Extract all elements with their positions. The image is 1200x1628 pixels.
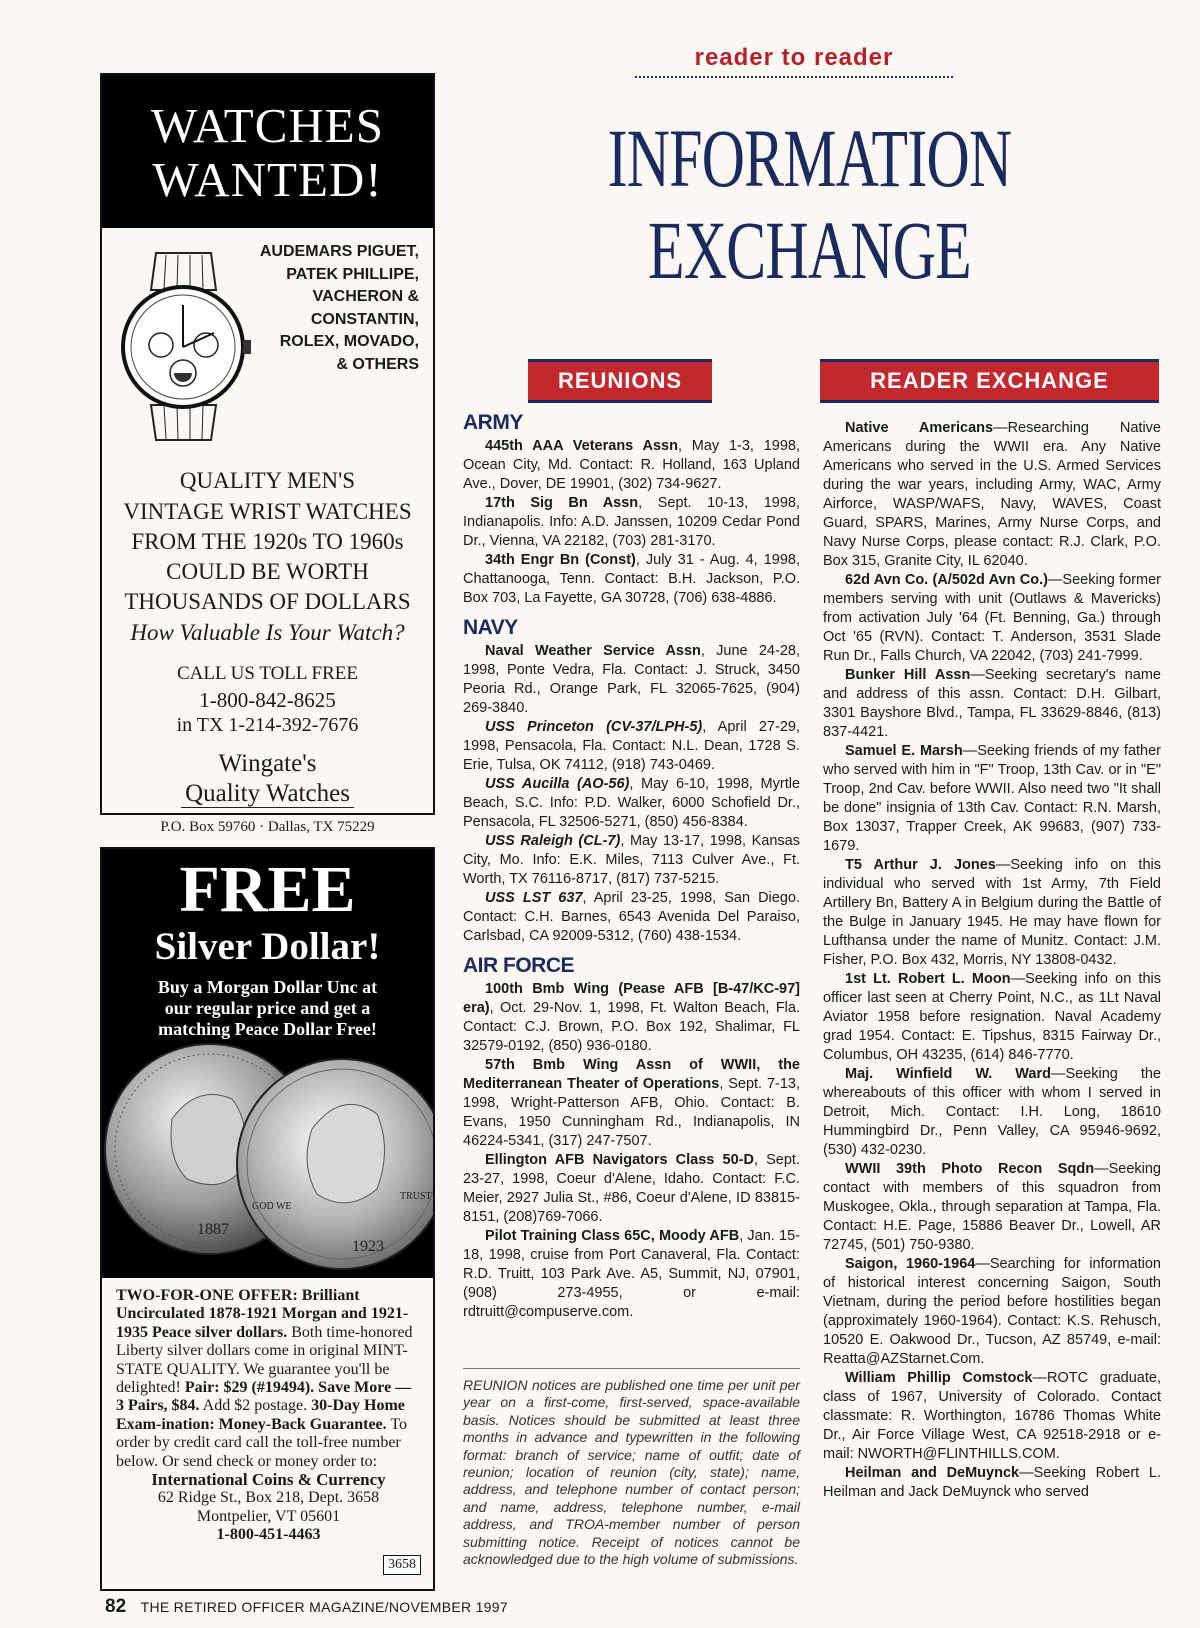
ad-body-line: QUALITY MEN'S: [179, 468, 356, 493]
reunions-banner: REUNIONS: [528, 359, 712, 403]
section-kicker: reader to reader: [635, 44, 953, 78]
coin-date-left: 1887: [197, 1221, 229, 1238]
order-text: To order by credit card call the toll-free number below. Or send check or money order to:: [116, 1415, 408, 1470]
watches-headline: [102, 75, 433, 228]
exchange-entry: 62d Avn Co. (A/502d Avn Co.)—Seeking former members serving with unit (Outlaws & Mavericks) from activation July '64 (Ft. Benning, Ga.) through Oct '65 (RVN). Contact: T. Anderson, 3531 Slade Run Dr., Falls Church, VA 22042, (703) 241-7999.: [823, 572, 1161, 664]
exchange-entry: Bunker Hill Assn—Seeking secretary's name and address of this assn. Contact: D.H. Gilbart, 3301 Bayshore Blvd., Tampa, FL 33629-8846, (813) 837-4421.: [823, 667, 1161, 740]
reunion-entry: 34th Engr Bn (Const), July 31 - Aug. 4, 1998, Chattanooga, Tenn. Contact: B.H. Jackson, P.O. Box 703, La Fayette, GA 30728, (706) 638-4886.: [463, 552, 800, 606]
dept-code-box: 3658: [383, 1555, 421, 1575]
reunion-entry: Naval Weather Service Assn, June 24-28, 1998, Ponte Vedra, Fla. Contact: J. Struck, 3450 Peoria Rd., Orange Park, FL 32065-7625, (904) 269-3840.: [463, 643, 800, 716]
reunion-entry: 445th AAA Veterans Assn, May 1-3, 1998, Ocean City, Md. Contact: R. Holland, 163 Upland Ave., Dover, DE 19901, (302) 734-9627.: [463, 438, 800, 492]
brand-line: & OTHERS: [336, 355, 419, 373]
coin-address-1: 62 Ridge St., Box 218, Dept. 3658: [157, 1489, 380, 1507]
reunions-column: [463, 411, 800, 1322]
call-toll-free: CALL US TOLL FREE: [176, 663, 359, 684]
reunion-entry: USS Raleigh (CL-7), May 13-17, 1998, Kansas City, Mo. Info: E.K. Miles, 7113 Culver Ave., Ft. Worth, TX 76116-8717, (817) 737-5215.: [463, 833, 800, 887]
reunion-entry: USS Princeton (CV-37/LPH-5), April 27-29, 1998, Pensacola, Fla. Contact: N.L. Dean, 1728 S. Erie, Tulsa, OK 74112, (918) 743-0469.: [463, 719, 800, 773]
ad-body-line: THOUSANDS OF DOLLARS: [124, 589, 411, 614]
guarantee-text: 30-Day Home Exam-ination: Money-Back Guarantee.: [116, 1397, 405, 1433]
offer-bold: TWO-FOR-ONE OFFER: Brilliant Uncirculated 1878-1921 Morgan and 1921-1935 Peace silver dollars.: [116, 1287, 409, 1341]
coin-address-2: Montpelier, VT 05601: [196, 1507, 341, 1525]
watch-brands-list: [219, 241, 419, 376]
exchange-entry: Heilman and DeMuynck—Seeking Robert L. Heilman and Jack DeMuynck who served: [823, 1465, 1161, 1500]
headline-line-2: WANTED!: [152, 152, 383, 207]
watches-wanted-ad: [100, 73, 435, 835]
ad-address: P.O. Box 59760 · Dallas, TX 75229: [160, 819, 375, 835]
publication-line: THE RETIRED OFFICER MAGAZINE/NOVEMBER 1997: [140, 1599, 508, 1615]
ad-company-line: [102, 780, 433, 808]
page-footer: [105, 1596, 508, 1618]
coin-company: International Coins & Currency: [151, 1470, 386, 1490]
brand-line: CONSTANTIN,: [310, 310, 419, 328]
ad-body-line: FROM THE 1920s TO 1960s: [131, 529, 404, 554]
reunion-entry: 17th Sig Bn Assn, Sept. 10-13, 1998, Indianapolis. Info: A.D. Janssen, 10209 Cedar Pond Dr., Vienna, VA 22182, (703) 281-3170.: [463, 495, 800, 549]
exchange-entry: Native Americans—Researching Native Americans during the WWII era. Any Native Americans who served in the U.S. Armed Services during the war years, including Army, WAC, Army Airforce, WASP/WAFS, Navy, WAVES, Coast Guard, SPARS, Marines, Army Nurse Corps, and Navy Nurse Corps, please contact: R.J. Clark, P.O. Box 315, Granite City, IL 62040.: [823, 420, 1161, 569]
reunion-notice: REUNION notices are published one time per unit per year on a first-come, first-served, space-available basis. Notices should be submitted at least three months in advance and typewritten in the following format: branch of service; name of outfit; date of reunion; location of reunion (city, state); name, address, and telephone number of contact person; and name, address, telephone number, e-mail address, and TROA-member number of person submitting notice. Receipt of notices cannot be acknowledged due to the high volume of submissions.: [463, 1368, 800, 1568]
ad-company-line: Wingate's: [218, 750, 317, 777]
coin-date-right: 1923: [352, 1238, 384, 1255]
section-heading-army: ARMY: [463, 411, 523, 434]
silver-dollar-subhead: Silver Dollar!: [154, 925, 381, 968]
brand-line: PATEK PHILLIPE,: [286, 265, 419, 283]
ad-company-name: Quality Watches: [181, 780, 354, 808]
reunion-entry: Pilot Training Class 65C, Moody AFB, Jan. 15-18, 1998, cruise from Port Canaveral, Fla. Contact: R.D. Truitt, 103 Park Ave. A5, Summit, NJ, 07901, (908) 273-4955, or e-mail: rdtruitt@compuserve.com.: [463, 1228, 801, 1320]
offer-line: our regular price and get a: [164, 998, 371, 1018]
silver-ad-header: [102, 849, 433, 1278]
ad-tx-phone: in TX 1-214-392-7676: [176, 714, 359, 736]
postage-text: Add $2 postage.: [202, 1397, 308, 1415]
coin-motto: GOD WE: [252, 1201, 292, 1212]
silver-coins-image: [102, 1029, 433, 1278]
coin-motto-2: TRUST: [400, 1191, 432, 1202]
reader-exchange-column: [823, 419, 1161, 1502]
silver-ad-body: [116, 1287, 421, 1545]
headline-line-1: WATCHES: [151, 98, 384, 153]
exchange-entry: WWII 39th Photo Recon Sqdn—Seeking contact with members of this squadron from Muskogee, Okla., through separation at Tampa, Fla. Contact: H.E. Page, 15886 Beaver Dr., Lowell, AR 72745, (501) 750-9380.: [823, 1161, 1161, 1253]
exchange-entry: T5 Arthur J. Jones—Seeking info on this individual who served with 1st Army, 7th Field Artillery Bn, Battery A in Belgium during the Battle of the Bulge in January 1945. He may have flown for Lufthansa under the name of Munitz. Contact: J.M. Fisher, P.O. Box 432, Morris, NY 13808-0432.: [823, 857, 1161, 968]
reunion-entry: USS LST 637, April 23-25, 1998, San Diego. Contact: C.H. Barnes, 6543 Avenida Del Paraiso, Carlsbad, CA 92009-5312, (760) 438-1534.: [463, 890, 800, 944]
ad-body-line: COULD BE WORTH: [166, 559, 369, 584]
coin-phone: 1-800-451-4463: [216, 1526, 321, 1544]
ad-body-line: VINTAGE WRIST WATCHES: [123, 499, 412, 524]
reader-exchange-banner: READER EXCHANGE: [820, 359, 1159, 403]
page-title: [552, 112, 1067, 296]
ad-tagline: How Valuable Is Your Watch?: [130, 620, 405, 645]
free-headline: FREE: [179, 853, 356, 926]
brand-line: ROLEX, MOVADO,: [279, 333, 419, 350]
reunion-entry: Ellington AFB Navigators Class 50-D, Sept. 23-27, 1998, Coeur d'Alene, Idaho. Contact: F.C. Meier, 2927 Julia St., #86, Coeur d'Alene, ID 83815-8151, (208)769-7066.: [463, 1152, 800, 1225]
silver-dollar-ad: [100, 847, 435, 1591]
exchange-entry: Samuel E. Marsh—Seeking friends of my father who served with him in "F" Troop, 13th Cav. or in "E" Troop, 2nd Cav. before WWII. Also need two "It shall be done" insignia of 13th Cav. Contact: R.N. Marsh, Box 13037, Trapper Creek, AK 99683, (907) 733-1679.: [823, 743, 1161, 854]
offer-line: matching Peace Dollar Free!: [158, 1019, 377, 1039]
reunion-entry: 100th Bmb Wing (Pease AFB [B-47/KC-97] era), Oct. 29-Nov. 1, 1998, Ft. Walton Beach, Fla. Contact: C.J. Brown, P.O. Box 192, Shalimar, FL 32579-0192, (850) 936-0180.: [463, 981, 800, 1054]
section-heading-air-force: AIR FORCE: [463, 954, 574, 977]
page-number: 82: [105, 1596, 127, 1617]
exchange-entry: 1st Lt. Robert L. Moon—Seeking info on this officer last seen at Cherry Point, N.C., as 1Lt Naval Aviator 1958 before resignation. Naval Academy grad 1954. Contact: E. Tipshus, 8315 Fairway Dr., Columbus, OH 43235, (614) 846-7770.: [823, 971, 1162, 1063]
pair-price: Pair: $29 (#19494). Save More — 3 Pairs, $84.: [116, 1379, 412, 1415]
title-line-1: INFORMATION: [607, 112, 1012, 204]
section-heading-navy: NAVY: [463, 616, 518, 639]
offer-text: Both time-honored Liberty silver dollars come in original MINT-STATE QUALITY. We guarantee you'll be delighted!: [116, 1323, 413, 1397]
reunion-entry: USS Aucilla (AO-56), May 6-10, 1998, Myrtle Beach, S.C. Info: P.D. Walker, 6000 Schofield Dr., Pensacola, FL 32506-5271, (850) 456-8384.: [463, 776, 801, 830]
title-line-2: EXCHANGE: [648, 204, 971, 296]
ad-phone: 1-800-842-8625: [199, 688, 336, 712]
exchange-entry: William Phillip Comstock—ROTC graduate, class of 1967, University of Colorado. Contact classmate: R. Worthington, 16786 Thomas White Dr., Air Force Village West, CA 92518-2918 or e-mail: NWORTH@FLINTHILLS.COM.: [823, 1370, 1161, 1462]
brand-line: AUDEMARS PIGUET,: [259, 243, 419, 260]
exchange-entry: Maj. Winfield W. Ward—Seeking the whereabouts of this officer with whom I served in Detroit, Mich. Contact: I.H. Long, 18610 Hummingbird Dr., Penn Valley, CA 95946-9692, (530) 432-0230.: [823, 1066, 1161, 1158]
brand-line: VACHERON &: [312, 288, 419, 305]
exchange-entry: Saigon, 1960-1964—Searching for information of historical interest concerning Saigon, South Vietnam, during the period before hostilities began (approximately 1960-1964). Contact: K.S. Rehusch, 10520 E. Oakwood Dr., Tucson, AZ 85749, e-mail: Reatta@AZStarnet.Com.: [823, 1256, 1161, 1367]
offer-line: Buy a Morgan Dollar Unc at: [157, 977, 378, 997]
reunion-entry: 57th Bmb Wing Assn of WWII, the Mediterranean Theater of Operations, Sept. 7-13, 1998, Wright-Patterson AFB, Ohio. Contact: B. Evans, 1950 Cunningham Rd., Indianapolis, IN 46224-5341, (317) 247-7507.: [463, 1057, 800, 1149]
